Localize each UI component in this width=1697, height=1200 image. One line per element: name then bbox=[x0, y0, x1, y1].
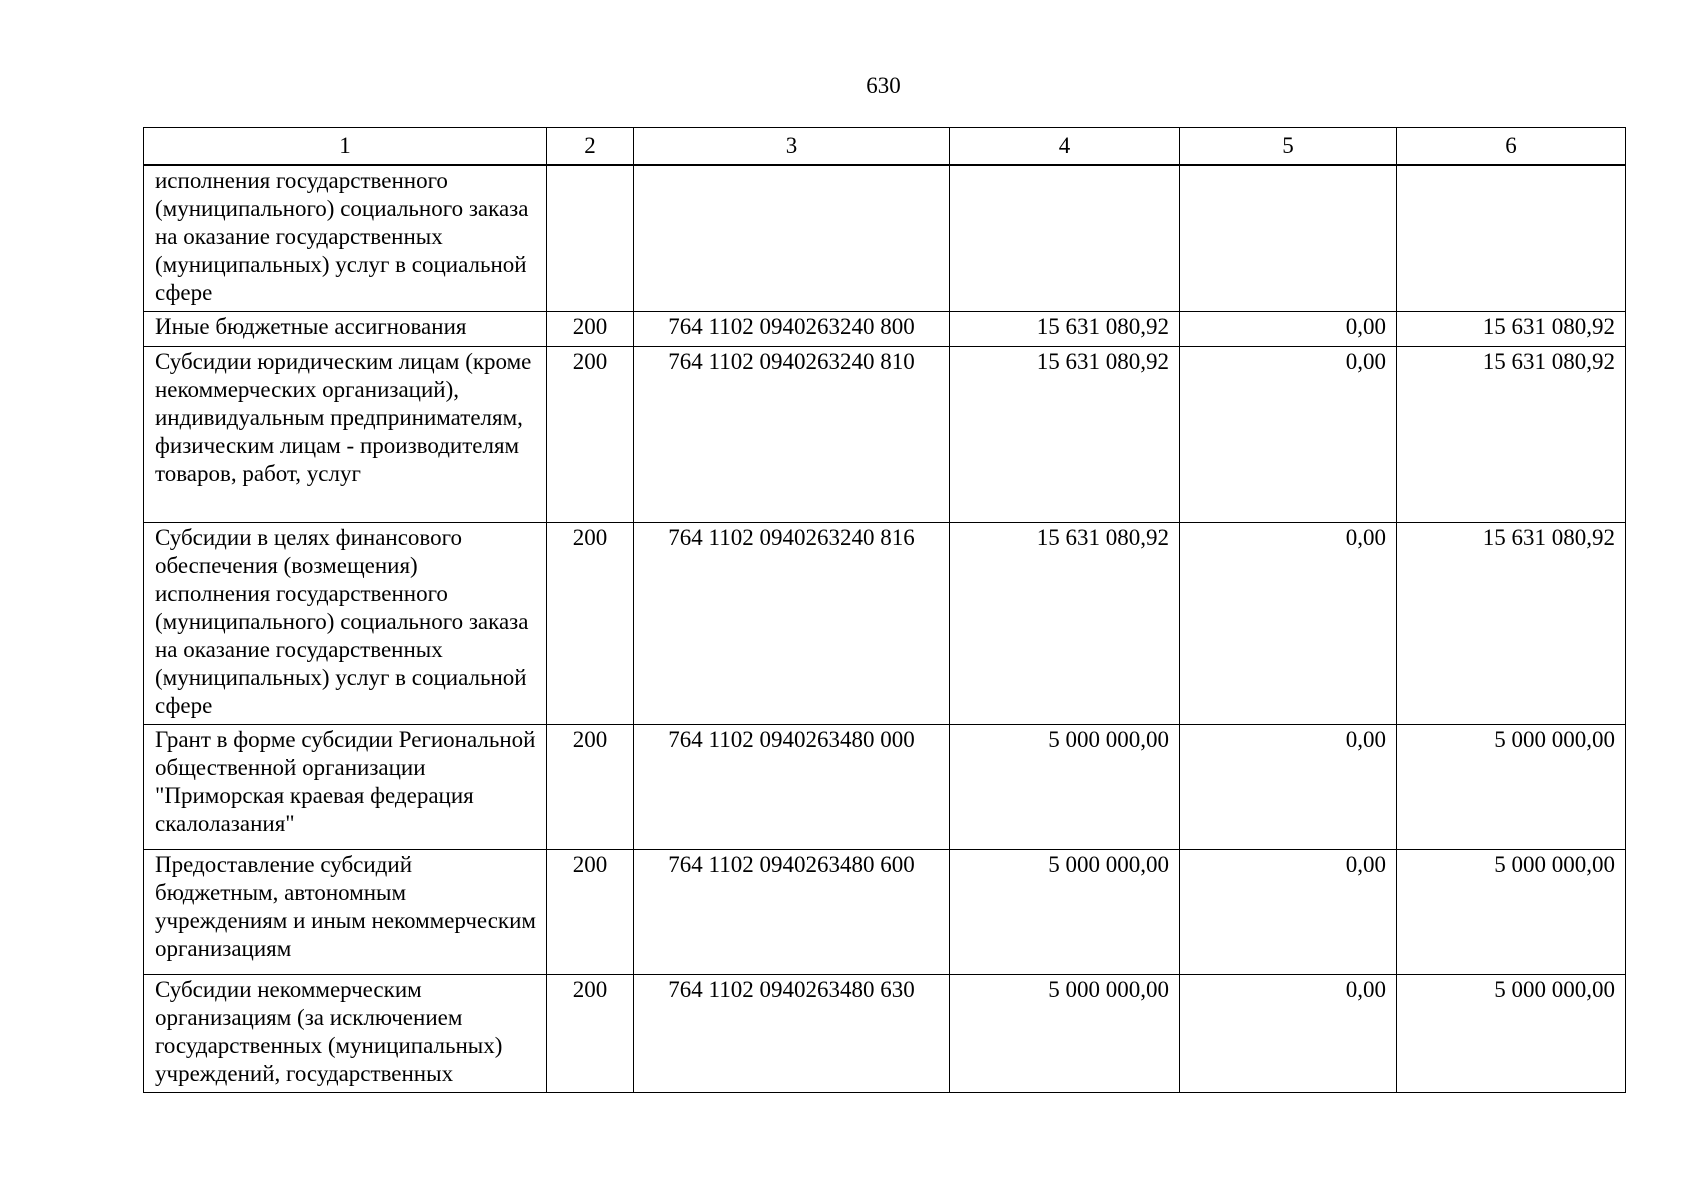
row-col4 bbox=[950, 165, 1180, 312]
row-code: 764 1102 0940263240 810 bbox=[634, 347, 950, 523]
row-col2: 200 bbox=[547, 347, 634, 523]
row-col5: 0,00 bbox=[1180, 850, 1397, 975]
row-col2: 200 bbox=[547, 312, 634, 347]
table-row bbox=[144, 975, 1626, 1093]
row-col2: 200 bbox=[547, 523, 634, 725]
row-code: 764 1102 0940263480 630 bbox=[634, 975, 950, 1093]
row-code: 764 1102 0940263240 816 bbox=[634, 523, 950, 725]
table-header-row bbox=[144, 128, 1626, 166]
table-row bbox=[144, 725, 1626, 850]
row-name: Субсидии некоммерческим организациям (за исключением государственных (муниципальных) учреждений, государственных bbox=[144, 975, 547, 1093]
row-col5 bbox=[1180, 165, 1397, 312]
row-col2 bbox=[547, 165, 634, 312]
row-col4: 5 000 000,00 bbox=[950, 725, 1180, 850]
row-col6: 5 000 000,00 bbox=[1397, 725, 1626, 850]
table-row bbox=[144, 347, 1626, 523]
row-col2: 200 bbox=[547, 850, 634, 975]
table-row bbox=[144, 523, 1626, 725]
row-col5: 0,00 bbox=[1180, 523, 1397, 725]
row-name: Субсидии юридическим лицам (кроме некоммерческих организаций), индивидуальным предпринимателям, физическим лицам - производителям товаров, работ, услуг bbox=[144, 347, 547, 523]
row-name: Предоставление субсидий бюджетным, автономным учреждениям и иным некоммерческим организациям bbox=[144, 850, 547, 975]
row-code bbox=[634, 165, 950, 312]
row-col5: 0,00 bbox=[1180, 725, 1397, 850]
row-col5: 0,00 bbox=[1180, 347, 1397, 523]
row-col4: 15 631 080,92 bbox=[950, 523, 1180, 725]
row-name: Субсидии в целях финансового обеспечения (возмещения) исполнения государственного (муниципального) социального заказа на оказание государственных (муниципальных) услуг в социальной сфере bbox=[144, 523, 547, 725]
row-col6: 5 000 000,00 bbox=[1397, 850, 1626, 975]
row-col4: 5 000 000,00 bbox=[950, 975, 1180, 1093]
column-header-1: 1 bbox=[144, 128, 547, 166]
row-name: Грант в форме субсидии Региональной общественной организации "Приморская краевая федерация скалолазания" bbox=[144, 725, 547, 850]
budget-table bbox=[143, 127, 1626, 1093]
row-col2: 200 bbox=[547, 975, 634, 1093]
row-code: 764 1102 0940263480 000 bbox=[634, 725, 950, 850]
row-col2: 200 bbox=[547, 725, 634, 850]
column-header-4: 4 bbox=[950, 128, 1180, 166]
column-header-2: 2 bbox=[547, 128, 634, 166]
row-col4: 15 631 080,92 bbox=[950, 347, 1180, 523]
row-col6: 15 631 080,92 bbox=[1397, 312, 1626, 347]
row-col6: 15 631 080,92 bbox=[1397, 523, 1626, 725]
table-row bbox=[144, 850, 1626, 975]
row-col5: 0,00 bbox=[1180, 975, 1397, 1093]
column-header-3: 3 bbox=[634, 128, 950, 166]
page-number: 630 bbox=[866, 73, 901, 98]
row-name: Иные бюджетные ассигнования bbox=[144, 312, 547, 347]
row-col6: 15 631 080,92 bbox=[1397, 347, 1626, 523]
column-header-6: 6 bbox=[1397, 128, 1626, 166]
row-name: исполнения государственного (муниципального) социального заказа на оказание государственных (муниципальных) услуг в социальной сфере bbox=[144, 165, 547, 312]
row-col6: 5 000 000,00 bbox=[1397, 975, 1626, 1093]
column-header-5: 5 bbox=[1180, 128, 1397, 166]
table-row bbox=[144, 312, 1626, 347]
table-row bbox=[144, 165, 1626, 312]
row-code: 764 1102 0940263240 800 bbox=[634, 312, 950, 347]
row-col5: 0,00 bbox=[1180, 312, 1397, 347]
row-col6 bbox=[1397, 165, 1626, 312]
row-col4: 15 631 080,92 bbox=[950, 312, 1180, 347]
row-col4: 5 000 000,00 bbox=[950, 850, 1180, 975]
row-code: 764 1102 0940263480 600 bbox=[634, 850, 950, 975]
